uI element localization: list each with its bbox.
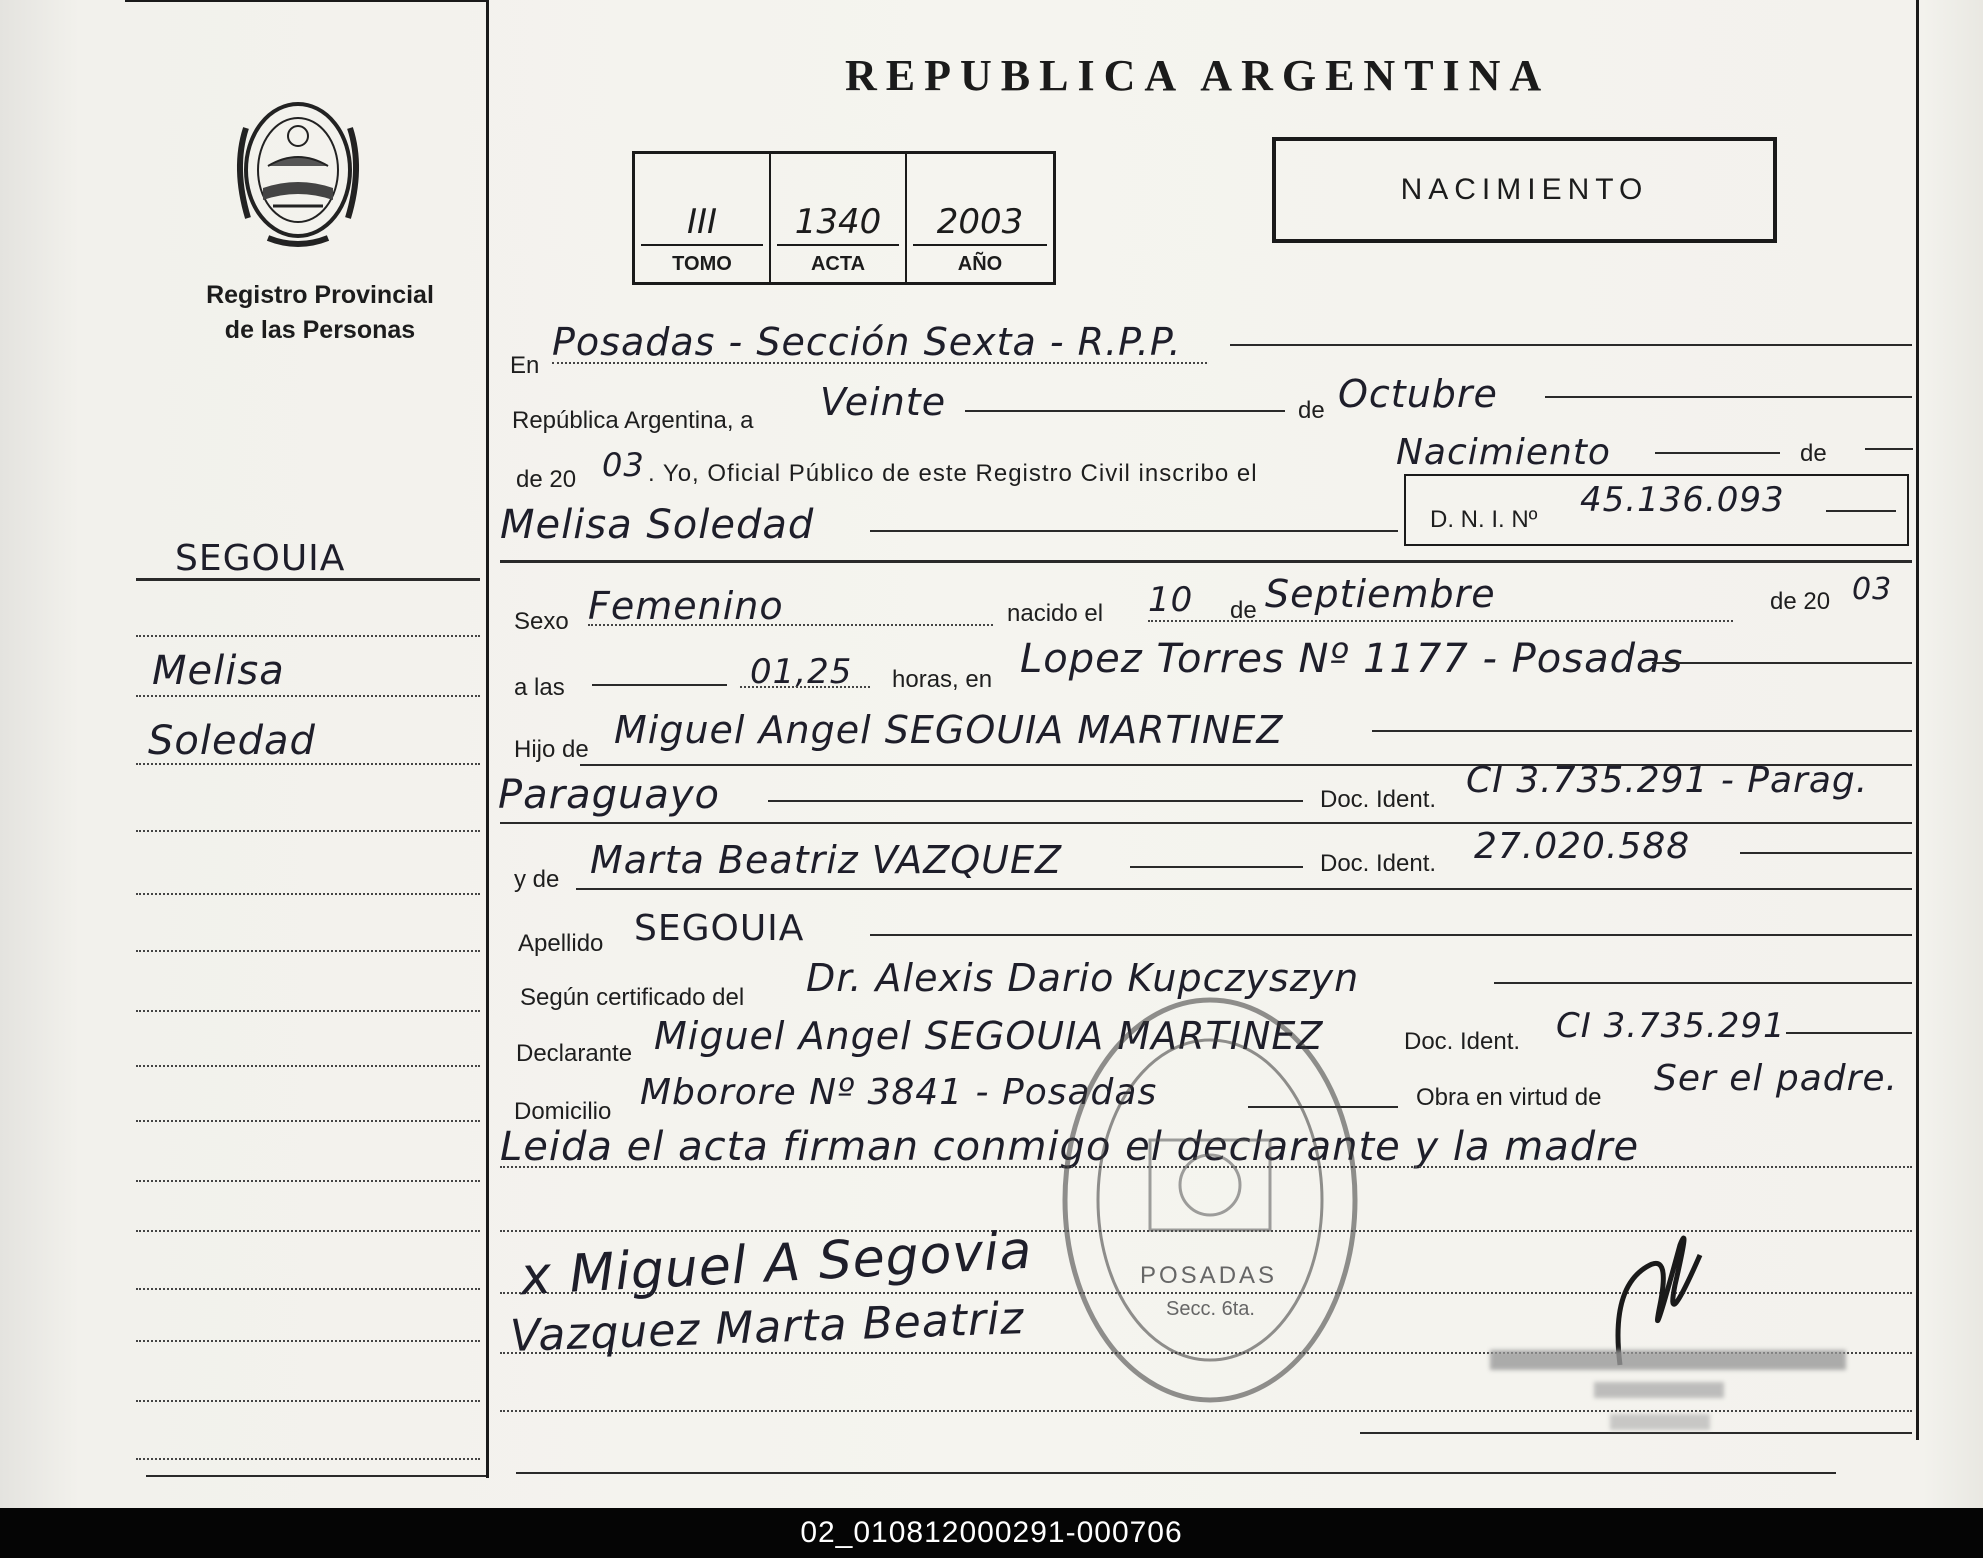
birth-month: Septiembre [1265, 572, 1496, 616]
official-title-stamp [1594, 1382, 1724, 1398]
hora-value: 01,25 [750, 652, 853, 692]
horas-label: horas, en [892, 666, 993, 693]
day-value: Veinte [820, 380, 947, 424]
father-nationality: Paraguayo [498, 772, 720, 818]
birth-place: Lopez Torres Nº 1177 - Posadas [1020, 636, 1684, 682]
margin-surname: SEGOUIA [175, 538, 346, 579]
tomo-cell [635, 154, 771, 282]
republica-label: República Argentina, a [512, 407, 754, 434]
document-type: NACIMIENTO [1400, 173, 1649, 206]
acta-cell [771, 154, 907, 282]
nacido-label: nacido el [1007, 600, 1104, 627]
mother-name: Marta Beatriz VAZQUEZ [590, 838, 1063, 882]
registry-name-line1: Registro Provincial [206, 281, 434, 309]
doctor-value: Dr. Alexis Dario Kupczyszyn [806, 956, 1360, 1000]
obra-label: Obra en virtud de [1416, 1084, 1602, 1111]
a-las-label: a las [514, 674, 565, 701]
acta-label: ACTA [810, 253, 866, 275]
domicilio-value: Mborore Nº 3841 - Posadas [640, 1072, 1158, 1113]
de-label-act: de [1800, 440, 1827, 467]
sexo-value: Femenino [588, 584, 784, 628]
registry-name [120, 278, 520, 348]
de-label-month: de [1298, 397, 1325, 424]
left-margin-divider [486, 0, 489, 1478]
registry-reference-table [632, 151, 1056, 285]
de-label-birth: de [1230, 597, 1257, 624]
tomo-label: TOMO [672, 253, 732, 275]
month-value: Octubre [1338, 372, 1498, 416]
father-doc: CI 3.735.291 - Parag. [1466, 760, 1869, 801]
margin-second-name: Soledad [148, 718, 316, 764]
apellido-label: Apellido [518, 930, 604, 957]
official-name-stamp [1490, 1350, 1846, 1370]
hijo-label: Hijo de [514, 736, 589, 763]
dni-label: D. N. I. Nº [1430, 506, 1538, 533]
margin-first-name: Melisa [152, 648, 285, 694]
declarante-label: Declarante [516, 1040, 633, 1067]
act-kind-value: Nacimiento [1396, 432, 1611, 473]
official-stamp-icon [1055, 990, 1365, 1410]
right-border [1916, 0, 1919, 1440]
child-name: Melisa Soledad [500, 502, 815, 548]
image-id: 02_010812000291-000706 [800, 1516, 1183, 1549]
tomo-value: III [686, 202, 718, 242]
stamp-section: Secc. 6ta. [1166, 1298, 1255, 1320]
yo-text: . Yo, Oficial Público de este Registro Civil inscribo el [648, 460, 1258, 487]
closing-note: Leida el acta firman conmigo el declarante y la madre [500, 1124, 1640, 1170]
mother-signature: Vazquez Marta Beatriz [509, 1293, 1026, 1362]
obra-value: Ser el padre. [1654, 1058, 1898, 1099]
registry-name-line2: de las Personas [224, 316, 416, 344]
dni-value: 45.136.093 [1580, 480, 1785, 520]
mother-doc: 27.020.588 [1474, 826, 1691, 867]
father-signature: x Miguel A Segovia [518, 1220, 1034, 1308]
acta-value: 1340 [794, 202, 882, 242]
ano-label: AÑO [957, 253, 1003, 275]
doc-ident-label-declarante: Doc. Ident. [1404, 1028, 1521, 1055]
document-type-box [1272, 137, 1777, 243]
page-title: REPUBLICA ARGENTINA [845, 51, 1551, 100]
birth-year-suffix: 03 [1852, 572, 1893, 607]
provincial-seal-icon [228, 88, 368, 248]
place-value: Posadas - Sección Sexta - R.P.P. [552, 320, 1182, 364]
y-de-label: y de [514, 866, 560, 893]
birth-year-prefix: de 20 [1770, 588, 1831, 615]
doc-ident-label-mother: Doc. Ident. [1320, 850, 1437, 877]
declarante-doc: CI 3.735.291 [1556, 1006, 1786, 1046]
sexo-label: Sexo [514, 608, 569, 635]
doc-ident-label-father: Doc. Ident. [1320, 786, 1437, 813]
birth-day: 10 [1148, 580, 1194, 620]
father-name: Miguel Angel SEGOUIA MARTINEZ [614, 708, 1284, 752]
official-office-stamp [1610, 1414, 1710, 1430]
year-suffix: 03 [602, 446, 645, 484]
declarante-value: Miguel Angel SEGOUIA MARTINEZ [654, 1014, 1324, 1058]
dni-box [1404, 474, 1909, 546]
ano-value: 2003 [936, 202, 1024, 242]
top-left-edge [125, 0, 487, 2]
apellido-value: SEGOUIA [634, 908, 805, 949]
year-prefix: de 20 [516, 466, 577, 493]
segun-label: Según certificado del [520, 984, 745, 1011]
stamp-city: POSADAS [1140, 1262, 1278, 1289]
en-label: En [510, 352, 540, 379]
domicilio-label: Domicilio [514, 1098, 612, 1125]
ano-cell [907, 154, 1053, 282]
